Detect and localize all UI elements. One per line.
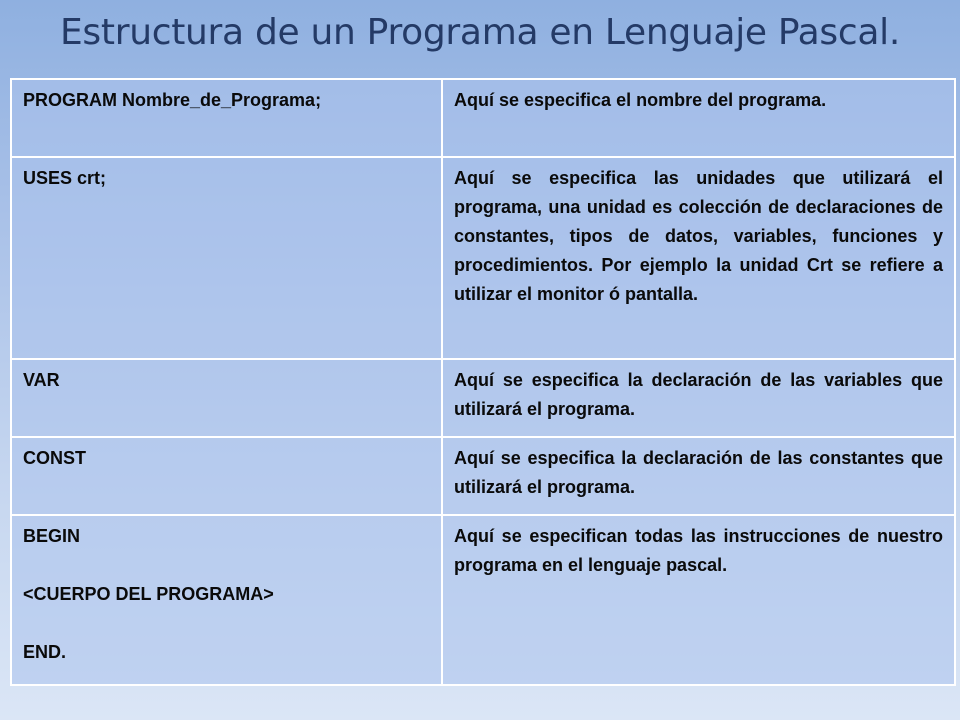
pascal-structure-table (10, 78, 956, 686)
table-row-begin-end (11, 515, 955, 685)
code-line: CONST (23, 448, 86, 468)
code-line: VAR (23, 370, 60, 390)
code-cell (11, 79, 442, 157)
description-cell: Aquí se especifica las unidades que utilizará el programa, una unidad es colección de declaraciones de constantes, tipos de datos, variables, funciones y procedimientos. Por ejemplo la unidad Crt se refiere a utilizar el monitor ó pantalla. (442, 157, 955, 359)
slide-title: Estructura de un Programa en Lenguaje Pascal. (59, 12, 900, 53)
description-cell: Aquí se especifica la declaración de las variables que utilizará el programa. (442, 359, 955, 437)
code-cell (11, 157, 442, 359)
table-row-var (11, 359, 955, 437)
description-cell: Aquí se especifica la declaración de las constantes que utilizará el programa. (442, 437, 955, 515)
table-row-uses (11, 157, 955, 359)
spacer (23, 551, 430, 580)
code-cell (11, 359, 442, 437)
description-cell: Aquí se especifican todas las instrucciones de nuestro programa en el lenguaje pascal. (442, 515, 955, 685)
code-line-body: <CUERPO DEL PROGRAMA> (23, 584, 274, 604)
spacer (23, 609, 430, 638)
code-line: USES crt; (23, 168, 107, 188)
description-cell: Aquí se especifica el nombre del programa. (442, 79, 955, 157)
code-line: PROGRAM Nombre_de_Programa; (23, 90, 322, 110)
table-row-program (11, 79, 955, 157)
code-line-end: END. (23, 642, 67, 662)
code-cell (11, 437, 442, 515)
code-cell (11, 515, 442, 685)
code-line-begin: BEGIN (23, 526, 81, 546)
table-row-const (11, 437, 955, 515)
